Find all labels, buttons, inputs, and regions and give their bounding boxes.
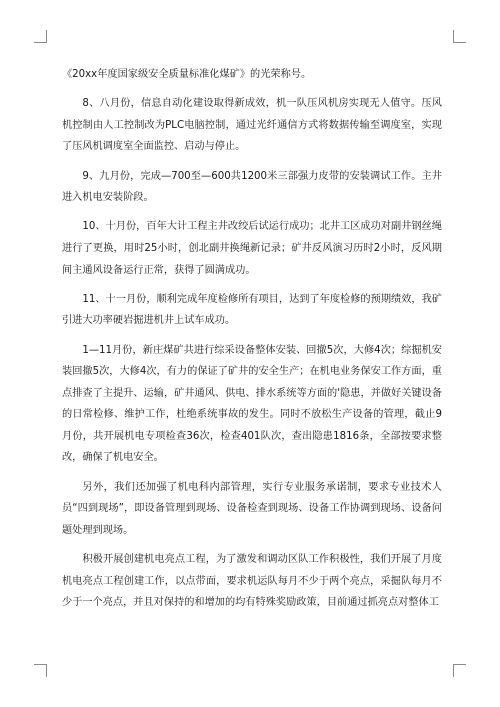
crop-mark-top-left: [34, 30, 47, 43]
paragraph-september: 9、九月份，完成—700至—600共1200米三部强力皮带的安装调试工作。主井进入机电安装阶段。: [62, 170, 442, 204]
paragraph-november: 11、十一月份，顺利完成年度检修所有项目，达到了年度检修的预期绩效，我矿引进大功率硬岩掘进机井上试车成功。: [62, 293, 442, 327]
paragraph-award-title: 《20xx年度国家级安全质量标准化煤矿》的光荣称号。: [62, 69, 312, 80]
paragraph-october: 10、十月份，百年大计工程主井改绞后试运行成功；北井工区成功对副井钢丝绳进行了更换，用时25小时，创北副井换绳新记录；矿井反风演习历时2小时，反风期间主通风设备运行正常，获得了圆满成功。: [62, 221, 442, 276]
crop-mark-bottom-left: [34, 664, 47, 677]
crop-mark-bottom-right: [453, 664, 466, 677]
paragraph-highlight-project: 积极开展创建机电亮点工程，为了激发和调动区队工作积极性，我们开展了月度机电亮点工程创建工作，以点带面，要求机运队每月不少于两个亮点，采掘队每月不少于一个亮点，并且对保持的和增加的均有特殊奖励政策，目前通过抓亮点对整体工: [62, 554, 442, 609]
paragraph-august: 8、八月份，信息自动化建设取得新成效，机一队压风机房实现无人值守。压风机控制由人工控制改为PLC电脑控制，通过光纤通信方式将数据传输至调度室，实现了压风机调度室全面监控、启动与停止。: [62, 98, 442, 153]
paragraph-internal-management: 另外，我们还加强了机电科内部管理，实行专业服务承诺制，要求专业技术人员“四到现场”，即设备管理到现场、设备检查到现场、设备工作协调到现场、设备问题处理到现场。: [62, 481, 442, 536]
crop-mark-top-right: [453, 30, 466, 43]
document-body: [62, 64, 442, 621]
paragraph-jan-nov-summary: 1—11月份，新庄煤矿共进行综采设备整体安装、回撤5次，大修4次；综掘机安装回撤5次，大修4次，有力的保证了矿井的安全生产；在机电业务保安工作方面，重点排查了主提升、运输，矿井通风、供电、排水系统等方面的'隐患，并做好关键设备的日常检修、维护工作，杜绝系统事故的发生。同时不放松生产设备的管理，截止9月份，共开展机电专项检查36次，检查401队次，查出隐患1816条，全部按要求整改，确保了机电安全。: [62, 344, 442, 464]
